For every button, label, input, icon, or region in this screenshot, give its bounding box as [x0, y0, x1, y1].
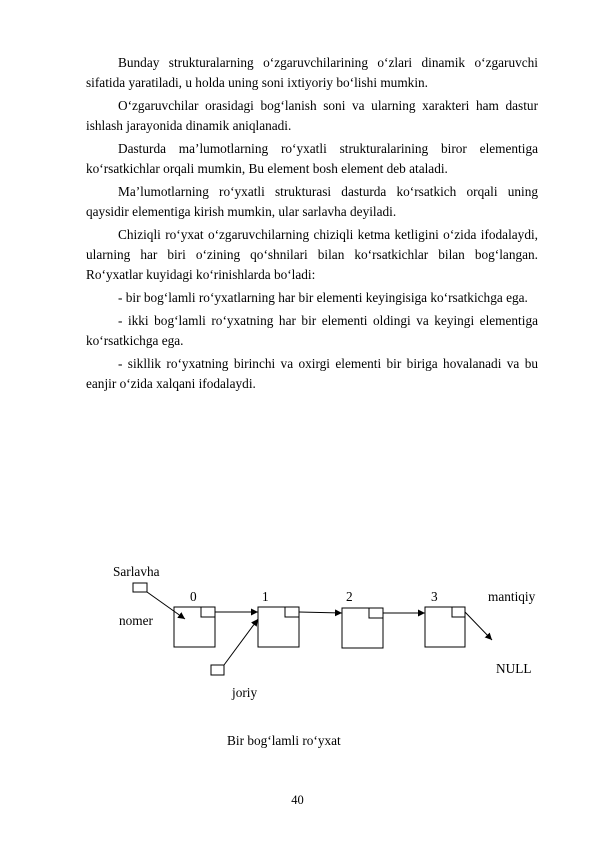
list-node-2-pointer: [369, 608, 383, 618]
list-node-3-pointer: [452, 607, 465, 617]
page-number: 40: [291, 793, 304, 807]
head-label: Sarlavha: [113, 564, 160, 579]
list-node-0: [174, 607, 215, 647]
paragraph: O‘zgaruvchilar orasidagi bog‘lanish soni va ularning xarakteri ham dastur ishlash jarayonida dinamik aniqlanadi.: [86, 98, 538, 133]
paragraph: Bunday strukturalarning o‘zgaruvchilarining o‘zlari dinamik o‘zgaruvchi sifatida yaratiladi, u holda uning soni ixtiyoriy bo‘lishi mumkin.: [86, 55, 538, 90]
current-label: joriy: [232, 685, 258, 700]
index-label-3: 3: [431, 589, 438, 604]
index-label-2: 2: [346, 589, 353, 604]
paragraph: Chiziqli ro‘yxat o‘zgaruvchilarning chiziqli ketma ketligini o‘zida ifodalaydi, ularning har biri o‘zining qo‘shnilari bilan ko‘rsatkichlar bilan bog‘langan. Ro‘yxatlar kuyidagi ko‘rinishlarda bo‘ladi:: [86, 227, 538, 282]
arrow-node-3-to-null: [465, 612, 492, 640]
paragraph: - bir bog‘lamli ro‘yxatlarning har bir elementi keyingisiga ko‘rsatkichga ega.: [118, 290, 528, 305]
list-node-0-pointer: [201, 607, 215, 617]
index-label-0: 0: [190, 589, 197, 604]
index-label-1: 1: [262, 589, 269, 604]
arrow-current-to-node-1: [224, 619, 258, 665]
paragraph: - ikki bog‘lamli ro‘yxatning har bir elementi oldingi va keyingi elementiga ko‘rsatkichga ega.: [86, 313, 538, 348]
list-node-3: [425, 607, 465, 647]
paragraph: Dasturda ma’lumotlarning ro‘yxatli strukturalarining biror elementiga ko‘rsatkichlar orqali mumkin, Bu element bosh element deb ataladi.: [86, 141, 538, 176]
paragraph: Ma’lumotlarning ro‘yxatli strukturasi dasturda ko‘rsatkich orqali uning qaysidir elementiga kirish mumkin, ular sarlavha deyiladi.: [86, 184, 538, 219]
list-node-1-pointer: [285, 607, 299, 617]
arrow-node-1-to-node-2: [299, 612, 342, 613]
nomer-label: nomer: [119, 613, 153, 628]
list-node-2: [342, 608, 383, 648]
list-node-1: [258, 607, 299, 647]
diagram-caption: Bir bog‘lamli ro‘yxat: [227, 733, 341, 748]
current-pointer-box: [211, 665, 224, 675]
null-label: NULL: [496, 661, 532, 676]
head-pointer-box: [133, 583, 147, 592]
paragraph: - sikllik ro‘yxatning birinchi va oxirgi elementi bir biriga hovalanadi va bu eanjir o‘zida xalqani ifodalaydi.: [86, 356, 538, 391]
logical-label: mantiqiy: [488, 589, 536, 604]
